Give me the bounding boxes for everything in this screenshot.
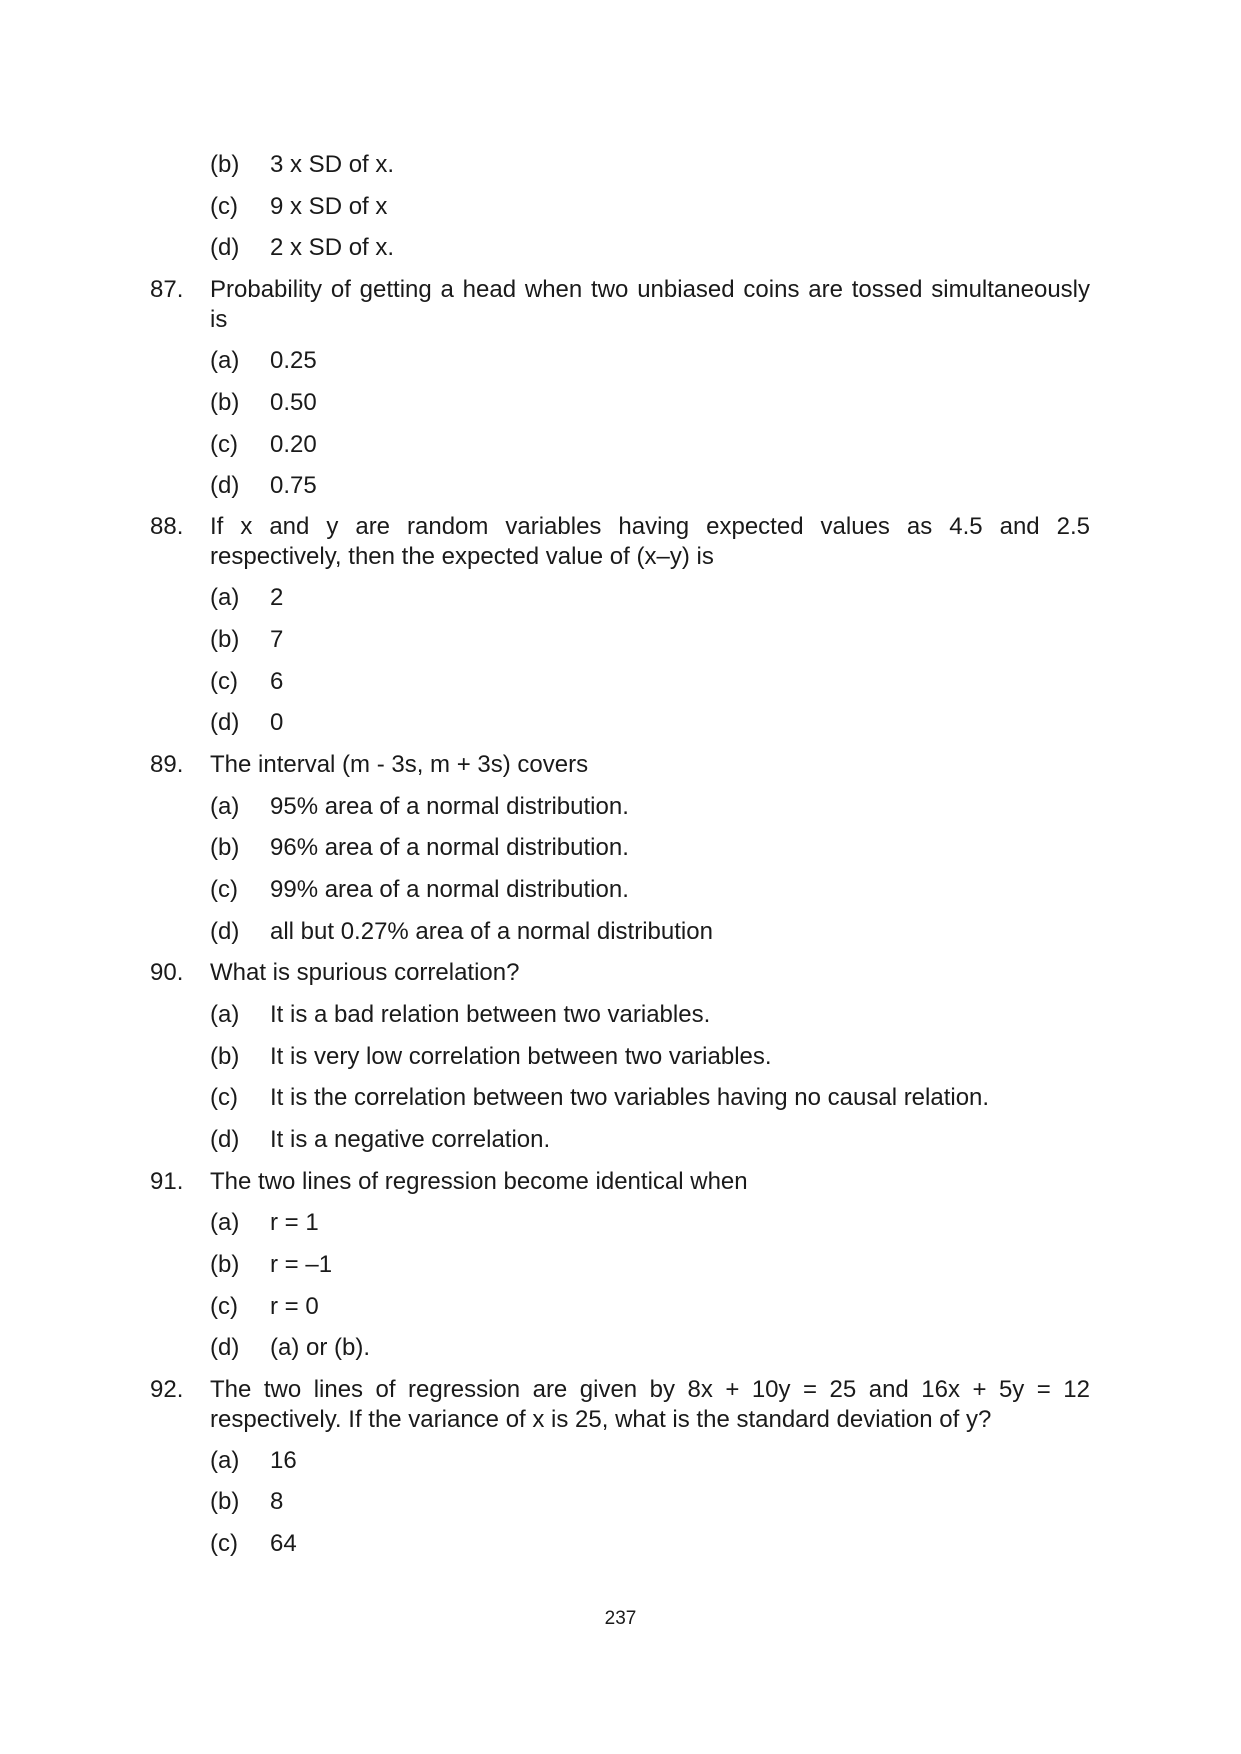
option-text: 2	[270, 584, 284, 611]
option-text: 0.20	[270, 431, 317, 458]
option-text: 95% area of a normal distribution.	[270, 793, 629, 820]
page-number: 237	[604, 1608, 637, 1629]
question-number: 92.	[150, 1376, 184, 1403]
option-label: (d)	[210, 709, 240, 736]
option-text: 7	[270, 626, 284, 653]
option-label: (d)	[210, 1334, 240, 1361]
question-number: 88.	[150, 513, 184, 540]
option-label: (c)	[210, 1530, 238, 1557]
option-text: 2 x SD of x.	[270, 234, 395, 261]
option-text: 96% area of a normal distribution.	[270, 834, 629, 861]
option-text: It is very low correlation between two variables.	[270, 1043, 772, 1070]
question-text: If x and y are random variables having expected values as 4.5 and 2.5 respectively, then the expected value of (x–y) is	[210, 513, 1090, 570]
option-label: (c)	[210, 1293, 238, 1320]
option-label: (b)	[210, 389, 240, 416]
option-text: r = –1	[270, 1251, 333, 1278]
question-text: The interval (m - 3s, m + 3s) covers	[210, 751, 589, 778]
option-label: (d)	[210, 472, 240, 499]
option-text: It is a bad relation between two variables.	[270, 1001, 711, 1028]
question-text: What is spurious correlation?	[210, 959, 520, 986]
option-label: (c)	[210, 193, 238, 220]
question-number: 91.	[150, 1168, 184, 1195]
question-text: Probability of getting a head when two unbiased coins are tossed simultaneously is	[210, 276, 1090, 333]
option-text: r = 0	[270, 1293, 319, 1320]
option-text: 3 x SD of x.	[270, 151, 395, 178]
option-label: (b)	[210, 834, 240, 861]
option-label: (b)	[210, 151, 240, 178]
question-text: The two lines of regression become identical when	[210, 1168, 748, 1195]
question-number: 87.	[150, 276, 184, 303]
option-label: (a)	[210, 1447, 240, 1474]
option-text: It is a negative correlation.	[270, 1126, 551, 1153]
option-text: It is the correlation between two variables having no causal relation.	[270, 1084, 990, 1111]
option-text: 9 x SD of x	[270, 193, 388, 220]
option-text: 8	[270, 1488, 284, 1515]
option-text: 99% area of a normal distribution.	[270, 876, 629, 903]
option-label: (d)	[210, 1126, 240, 1153]
option-label: (b)	[210, 1251, 240, 1278]
question-text: The two lines of regression are given by 8x + 10y = 25 and 16x + 5y = 12 respectively. If the variance of x is 25, what is the standard deviation of y?	[210, 1376, 1090, 1433]
option-label: (b)	[210, 626, 240, 653]
option-label: (a)	[210, 584, 240, 611]
option-text: 0.75	[270, 472, 317, 499]
option-label: (c)	[210, 1084, 238, 1111]
option-text: all but 0.27% area of a normal distribution	[270, 918, 713, 945]
option-label: (b)	[210, 1043, 240, 1070]
option-label: (a)	[210, 1209, 240, 1236]
option-text: r = 1	[270, 1209, 319, 1236]
option-label: (a)	[210, 1001, 240, 1028]
option-text: 6	[270, 668, 284, 695]
option-label: (a)	[210, 347, 240, 374]
question-number: 89.	[150, 751, 184, 778]
question-number: 90.	[150, 959, 184, 986]
option-label: (c)	[210, 668, 238, 695]
option-label: (c)	[210, 431, 238, 458]
option-text: 0	[270, 709, 284, 736]
option-text: 16	[270, 1447, 297, 1474]
option-label: (c)	[210, 876, 238, 903]
option-text: 0.25	[270, 347, 317, 374]
option-text: (a) or (b).	[270, 1334, 371, 1361]
option-label: (b)	[210, 1488, 240, 1515]
option-text: 0.50	[270, 389, 317, 416]
option-label: (d)	[210, 918, 240, 945]
option-label: (d)	[210, 234, 240, 261]
option-label: (a)	[210, 793, 240, 820]
option-text: 64	[270, 1530, 297, 1557]
